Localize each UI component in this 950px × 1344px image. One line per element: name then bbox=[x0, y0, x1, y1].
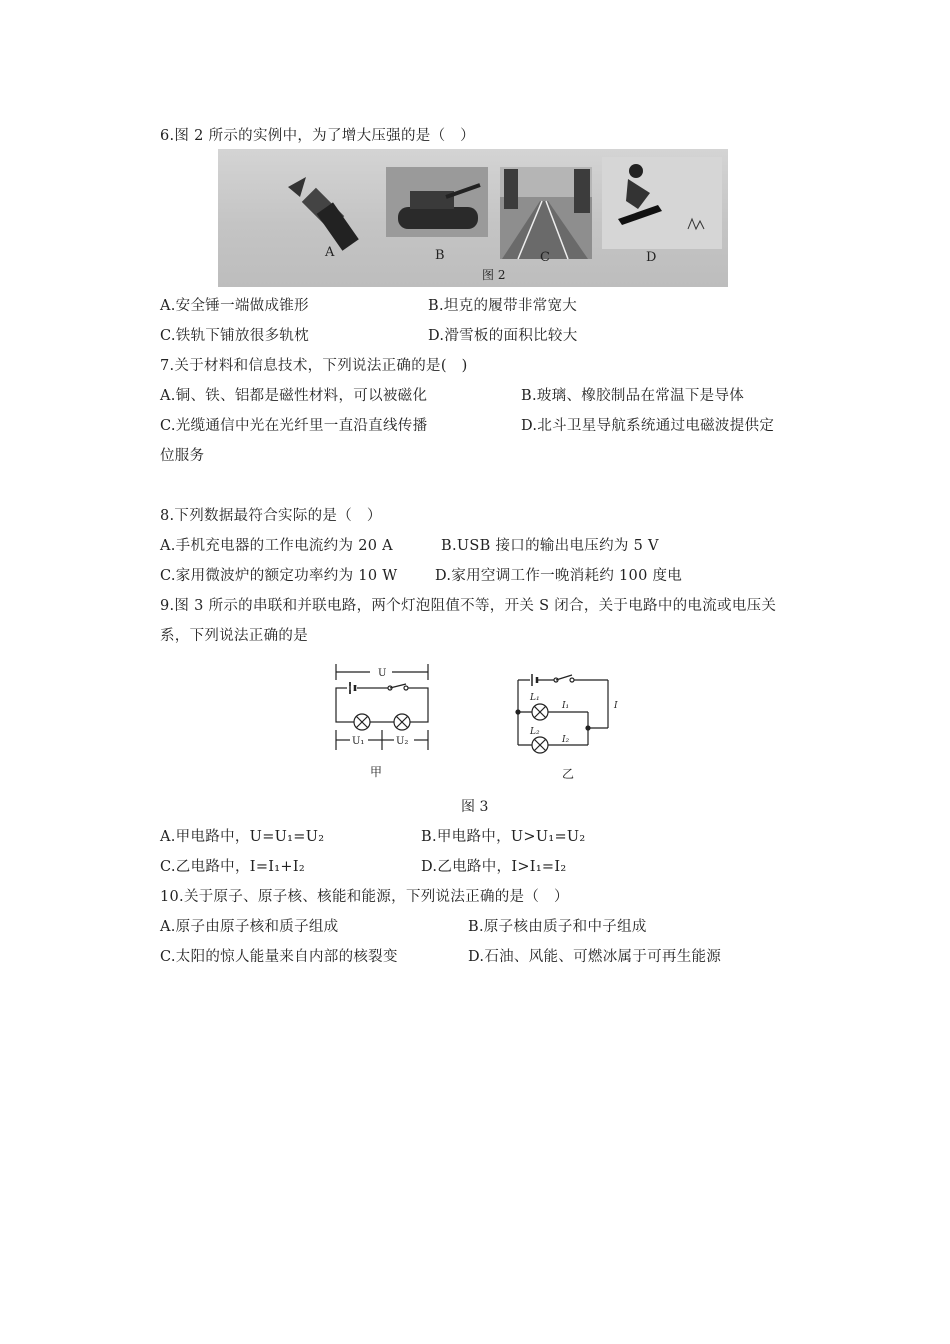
q10-option-a: A.原子由原子核和质子组成 bbox=[160, 919, 339, 935]
figure-2-label-c: C bbox=[540, 250, 550, 265]
lamp-l2-label: L₂ bbox=[530, 727, 540, 737]
q8-option-a: A.手机充电器的工作电流约为 20 A bbox=[160, 538, 393, 554]
q6-option-a: A.安全锤一端做成锥形 bbox=[160, 298, 309, 314]
snowboarder-image bbox=[602, 157, 722, 249]
figure-2-label-d: D bbox=[646, 250, 657, 265]
current-i2-label: I₂ bbox=[562, 735, 570, 745]
figure-2-label-b: B bbox=[435, 248, 445, 263]
q9-option-b: B.甲电路中，U>U₁=U₂ bbox=[421, 829, 586, 845]
q7-option-d: D.北斗卫星导航系统通过电磁波提供定 bbox=[521, 418, 775, 434]
q9-option-a: A.甲电路中，U=U₁=U₂ bbox=[160, 829, 325, 845]
tank-image bbox=[386, 167, 488, 237]
lamp-l1-label: L₁ bbox=[530, 693, 540, 703]
q6-option-c: C.铁轨下铺放很多轨枕 bbox=[160, 328, 309, 344]
voltage-u2-label: U₂ bbox=[396, 736, 409, 747]
q6-option-d: D.滑雪板的面积比较大 bbox=[428, 328, 578, 344]
q6-stem: 6.图 2 所示的实例中，为了增大压强的是（ ） bbox=[160, 128, 475, 144]
figure-3-caption: 图 3 bbox=[461, 799, 489, 815]
q7-option-b: B.玻璃、橡胶制品在常温下是导体 bbox=[521, 388, 745, 404]
q10-option-c: C.太阳的惊人能量来自内部的核裂变 bbox=[160, 949, 398, 965]
q8-stem: 8.下列数据最符合实际的是（ ） bbox=[160, 508, 382, 524]
label-yi: 乙 bbox=[562, 767, 575, 781]
safety-hammer-image bbox=[288, 177, 359, 251]
q7-option-a: A.铜、铁、铝都是磁性材料，可以被磁化 bbox=[160, 388, 428, 404]
figure-3-circuits bbox=[330, 660, 630, 790]
q10-option-b: B.原子核由质子和中子组成 bbox=[468, 919, 647, 935]
q10-option-d: D.石油、风能、可燃冰属于可再生能源 bbox=[468, 949, 722, 965]
q7-option-d-continued: 位服务 bbox=[160, 448, 205, 464]
current-i-label: I bbox=[614, 701, 618, 711]
q7-stem: 7.关于材料和信息技术，下列说法正确的是( ) bbox=[160, 358, 468, 374]
q7-option-c: C.光缆通信中光在光纤里一直沿直线传播 bbox=[160, 418, 428, 434]
q9-stem-line2: 系，下列说法正确的是 bbox=[160, 628, 308, 644]
railway-image bbox=[500, 167, 592, 259]
figure-2-label-a: A bbox=[325, 245, 335, 260]
q9-option-c: C.乙电路中，I=I₁+I₂ bbox=[160, 859, 305, 875]
q9-stem-line1: 9.图 3 所示的串联和并联电路，两个灯泡阻值不等，开关 S 闭合，关于电路中的电流或电压关 bbox=[160, 598, 777, 614]
q6-option-b: B.坦克的履带非常宽大 bbox=[428, 298, 578, 314]
figure-2 bbox=[218, 149, 728, 287]
q8-option-c: C.家用微波炉的额定功率约为 10 W bbox=[160, 568, 398, 584]
figure-2-caption: 图 2 bbox=[482, 268, 506, 282]
voltage-u1-label: U₁ bbox=[352, 736, 365, 747]
q8-option-b: B.USB 接口的输出电压约为 5 V bbox=[441, 538, 659, 554]
label-jia: 甲 bbox=[370, 765, 383, 779]
parallel-circuit-diagram bbox=[516, 674, 618, 753]
voltage-u-label: U bbox=[378, 668, 387, 679]
q9-option-d: D.乙电路中，I>I₁=I₂ bbox=[421, 859, 567, 875]
q8-option-d: D.家用空调工作一晚消耗约 100 度电 bbox=[435, 568, 683, 584]
q10-stem: 10.关于原子、原子核、核能和能源，下列说法正确的是（ ） bbox=[160, 889, 569, 905]
current-i1-label: I₁ bbox=[562, 701, 570, 711]
series-circuit-diagram bbox=[336, 664, 428, 750]
